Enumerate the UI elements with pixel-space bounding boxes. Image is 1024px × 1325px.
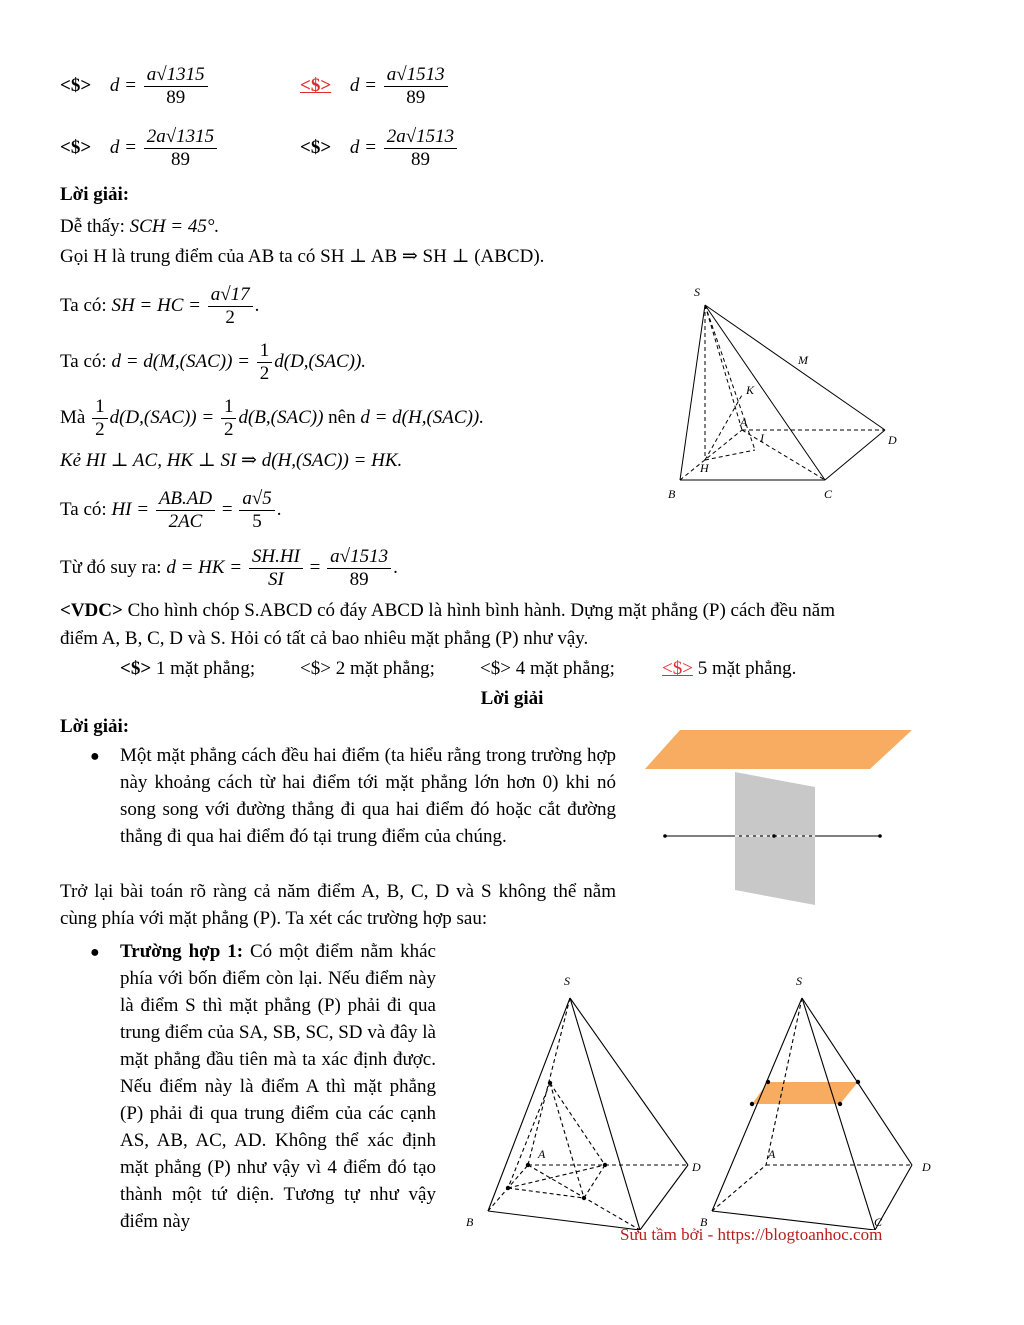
q2-option-c[interactable]: <$> 4 mặt phẳng;	[480, 658, 615, 679]
bullet-dot: ●	[90, 748, 100, 765]
option-b[interactable]: <$> d = $\frac{a√1513}{89}$	[300, 64, 450, 109]
fraction-numerator: a√1315	[144, 64, 208, 87]
pyramid-figure-case-a	[460, 968, 720, 1230]
solution-line-5: Mà $\frac{1}{2}$ d(D,(SAC)) = $\frac{1}{2}$ d(B,(SAC)) nên d = d(H,(SAC)).	[60, 396, 484, 440]
option-d[interactable]: <$> d = $\frac{2a√1513}{89}$	[300, 126, 459, 171]
solution-line-2: Gọi H là trung điểm của AB ta có SH ⊥ AB ⇒ SH ⊥ (ABCD).	[60, 246, 545, 267]
q2-option-b[interactable]: <$> 2 mặt phẳng;	[300, 658, 435, 679]
fraction-numerator: 2a√1315	[144, 126, 217, 149]
paragraph-1: Trở lại bài toán rõ ràng cả năm điểm A, B, C, D và S không thể nằm cùng phía với mặt phẳng (P). Ta xét các trường hợp sau:	[60, 881, 616, 929]
bullet-dot: ●	[90, 944, 100, 961]
fig1-label-d: D	[888, 433, 897, 447]
solution-line-4: Ta có: d = d(M,(SAC)) = $\frac{1}{2}$ d(D,(SAC)).	[60, 340, 367, 384]
fig4-label-a: A	[768, 1147, 776, 1161]
fig4-label-s: S	[796, 974, 802, 988]
case-1-text: Trường hợp 1: Có một điểm nằm khác phía với bốn điểm còn lại. Nếu điểm này là điểm S thì mặt phẳng (P) phải đi qua trung điểm của SA, SB, SC, SD và đây là mặt phẳng đầu tiên mà ta xác định được. Nếu điểm này là điểm A thì mặt phẳng (P) phải đi qua trung điểm của các cạnh AS, AB, AC, AD. Không thể xác định mặt phẳng (P) như vậy vì 4 điểm đó tạo thành một tứ diện. Tương tự như vậy điểm này	[120, 941, 436, 1232]
bullet-1-text: Một mặt phẳng cách đều hai điểm (ta hiểu rằng trong trường hợp này khoảng cách từ hai điểm tới mặt phẳng lớn hơn 0) khi nó song song với đường thẳng đi qua hai điểm đó hoặc cắt đường thẳng đi qua hai điểm đó tại trung điểm của chúng.	[120, 745, 616, 847]
fig1-label-m: M	[798, 353, 808, 367]
footer-credit[interactable]: Sưu tầm bởi - https://blogtoanhoc.com	[620, 1225, 883, 1244]
option-marker: <$>	[60, 136, 92, 158]
solution-line-1: Dễ thấy: SCH = 45°.	[60, 216, 220, 237]
fig4-label-d: D	[922, 1160, 931, 1174]
fig3-label-d: D	[692, 1160, 701, 1174]
fraction-denominator: 89	[410, 149, 430, 170]
fraction-denominator: 89	[406, 87, 426, 108]
q2-option-a[interactable]: <$> 1 mặt phẳng;	[120, 658, 256, 679]
question-2-line-2: điểm A, B, C, D và S. Hỏi có tất cả bao nhiêu mặt phẳng (P) như vậy.	[60, 628, 589, 649]
fraction-denominator: 89	[166, 87, 186, 108]
fig1-label-h: H	[700, 461, 709, 475]
fig1-label-b: B	[668, 487, 676, 501]
q2-option-d[interactable]: <$> 5 mặt phẳng.	[662, 658, 797, 679]
fig1-label-i: I	[760, 431, 764, 445]
fig1-label-c: C	[824, 487, 833, 501]
solution-line-8: Từ đó suy ra: d = HK = $\frac{SH.HI}{SI}$ = $\frac{a√1513}{89}$ .	[60, 546, 398, 590]
fraction-denominator: 89	[170, 149, 190, 170]
solution-line-7: Ta có: HI = $\frac{AB.AD}{2AC}$ = $\frac{a√5}{5}$ .	[60, 488, 282, 532]
solution-line-6: Kẻ HI ⊥ AC, HK ⊥ SI ⇒ d(H,(SAC)) = HK.	[60, 450, 403, 471]
fraction-numerator: 2a√1513	[384, 126, 457, 149]
option-c[interactable]: <$> d = $\frac{2a√1315}{89}$	[60, 126, 219, 171]
fig4-label-b: B	[700, 1215, 708, 1229]
option-marker-correct: <$>	[300, 74, 332, 96]
fig3-label-a: A	[538, 1147, 546, 1161]
solution-heading: Lời giải:	[60, 184, 130, 205]
fraction-numerator: a√1513	[384, 64, 448, 87]
fig3-label-b: B	[466, 1215, 474, 1229]
fig1-label-k: K	[746, 383, 755, 397]
option-marker: <$>	[60, 74, 92, 96]
fig3-label-s: S	[564, 974, 570, 988]
solution-2-heading: Lời giải:	[60, 716, 130, 737]
option-a[interactable]: <$> d = $\frac{a√1315}{89}$	[60, 64, 210, 109]
center-heading: Lời giải	[480, 688, 544, 709]
option-marker: <$>	[300, 136, 332, 158]
fig1-label-a: A	[740, 415, 748, 429]
equidistant-plane-figure	[640, 725, 930, 915]
fig4-label-c: C	[874, 1215, 883, 1229]
pyramid-figure-1	[660, 280, 920, 510]
fig1-label-s: S	[694, 285, 700, 299]
pyramid-figure-case-s	[690, 968, 950, 1230]
question-2-line-1: <VDC> Cho hình chóp S.ABCD có đáy ABCD là hình bình hành. Dựng mặt phẳng (P) cách đều năm	[60, 600, 835, 621]
solution-line-3: Ta có: SH = HC = $\frac{a√17}{2}$ .	[60, 284, 260, 328]
